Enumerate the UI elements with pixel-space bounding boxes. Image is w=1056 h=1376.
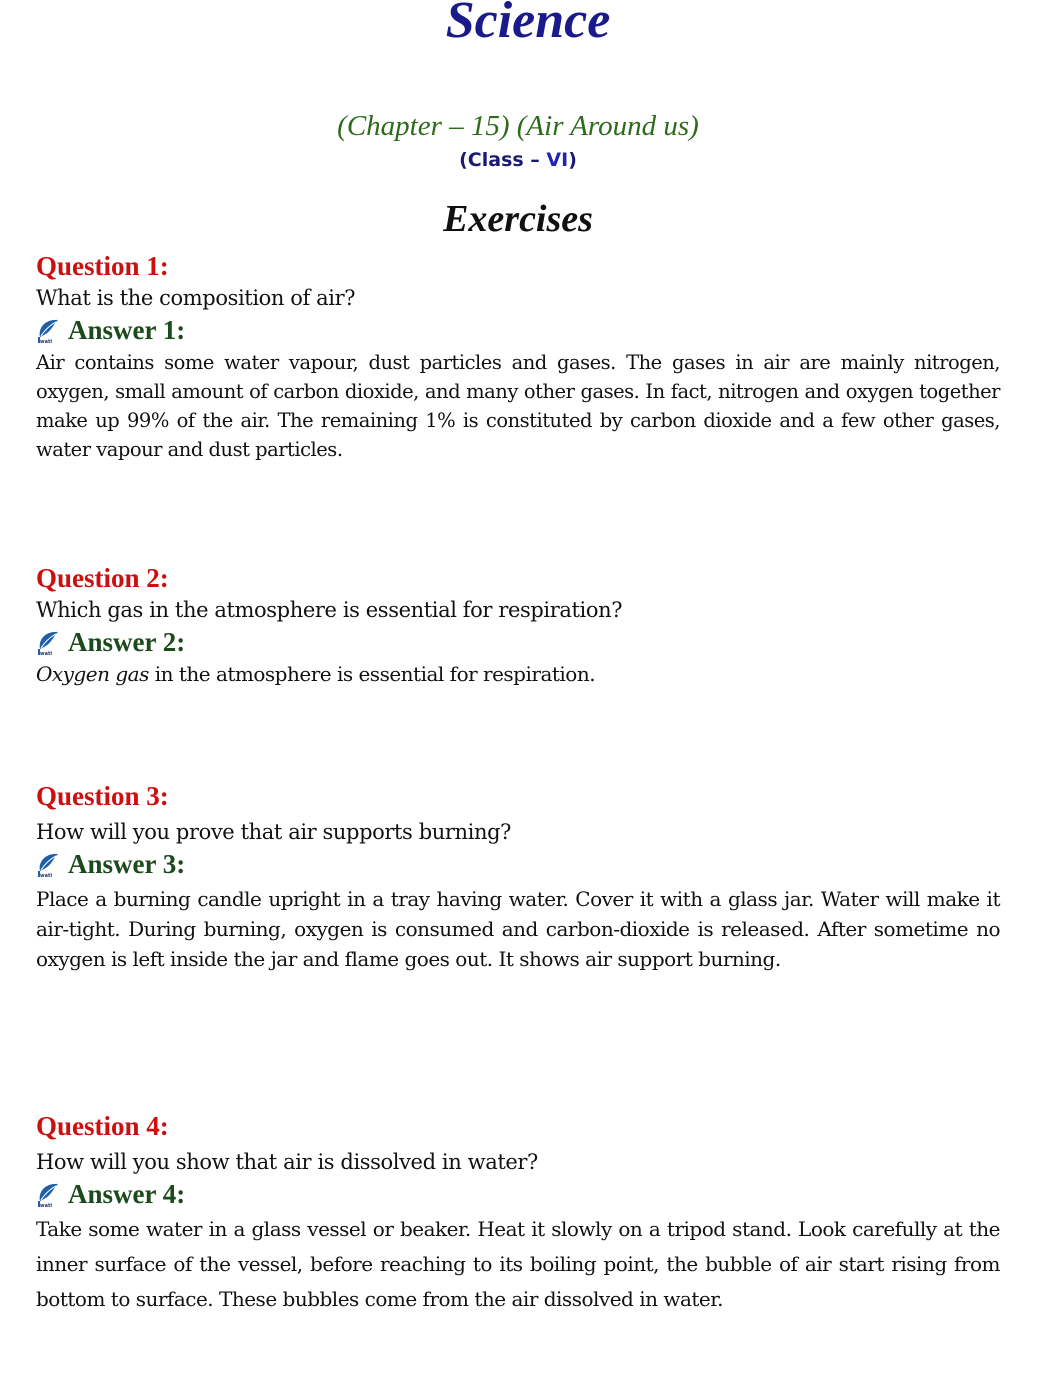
answer-heading: Answer 3: bbox=[68, 849, 186, 879]
question-text: How will you show that air is dissolved in water? bbox=[36, 1150, 538, 1174]
question-block-4 bbox=[36, 1110, 1000, 1317]
leaf-logo-icon bbox=[36, 851, 64, 877]
question-heading: Question 1: bbox=[36, 251, 169, 281]
question-block-2 bbox=[36, 562, 1000, 690]
question-text: Which gas in the atmosphere is essential for respiration? bbox=[36, 598, 623, 622]
svg-text:wati: wati bbox=[40, 873, 53, 877]
page-title: Science bbox=[445, 0, 611, 49]
leaf-logo-icon bbox=[36, 317, 64, 343]
question-text: What is the composition of air? bbox=[36, 286, 356, 310]
question-heading: Question 2: bbox=[36, 563, 169, 593]
answer-heading-row bbox=[36, 1178, 1000, 1210]
question-block-1 bbox=[36, 250, 1000, 464]
svg-text:wati: wati bbox=[40, 339, 53, 343]
answer-heading: Answer 1: bbox=[68, 315, 186, 345]
answer-text bbox=[36, 658, 1000, 690]
class-suffix: ) bbox=[568, 149, 577, 171]
question-text: How will you prove that air supports burning? bbox=[36, 820, 511, 844]
question-block-3 bbox=[36, 780, 1000, 974]
leaf-logo-icon bbox=[36, 1181, 64, 1207]
chapter-heading: (Chapter – 15) (Air Around us) bbox=[337, 110, 699, 142]
class-prefix: (Class – bbox=[459, 149, 547, 171]
answer-text: Place a burning candle upright in a tray having water. Cover it with a glass jar. Water will make it air-tight. During burning, oxygen is consumed and carbon-dioxide is released. After sometime no oxygen is left inside the jar and flame goes out. It shows air support burning. bbox=[36, 887, 1000, 971]
answer-text: Take some water in a glass vessel or beaker. Heat it slowly on a tripod stand. Look carefully at the inner surface of the vessel, before reaching to its boiling point, the bubble of air start rising from bottom to surface. These bubbles come from the air dissolved in water. bbox=[36, 1217, 1000, 1311]
answer-heading-row bbox=[36, 626, 1000, 658]
svg-text:wati: wati bbox=[40, 1203, 53, 1207]
answer-heading: Answer 4: bbox=[68, 1179, 186, 1209]
svg-text:wati: wati bbox=[40, 651, 53, 655]
question-heading: Question 3: bbox=[36, 781, 169, 811]
class-value: VI bbox=[546, 149, 569, 171]
answer-heading: Answer 2: bbox=[68, 627, 186, 657]
question-heading: Question 4: bbox=[36, 1111, 169, 1141]
answer-text: Air contains some water vapour, dust particles and gases. The gases in air are mainly nitrogen, oxygen, small amount of carbon dioxide, and many other gases. In fact, nitrogen and oxygen together make up 99% of the air. The remaining 1% is constituted by carbon dioxide and a few other gases, water vapour and dust particles. bbox=[36, 351, 1000, 461]
class-heading bbox=[0, 146, 1036, 174]
leaf-logo-icon bbox=[36, 629, 64, 655]
section-heading: Exercises bbox=[443, 198, 593, 240]
answer-heading-row bbox=[36, 848, 1000, 880]
answer-heading-row bbox=[36, 314, 1000, 346]
answer-emphasis: Oxygen gas bbox=[36, 662, 149, 686]
answer-rest: in the atmosphere is essential for respiration. bbox=[148, 662, 596, 686]
